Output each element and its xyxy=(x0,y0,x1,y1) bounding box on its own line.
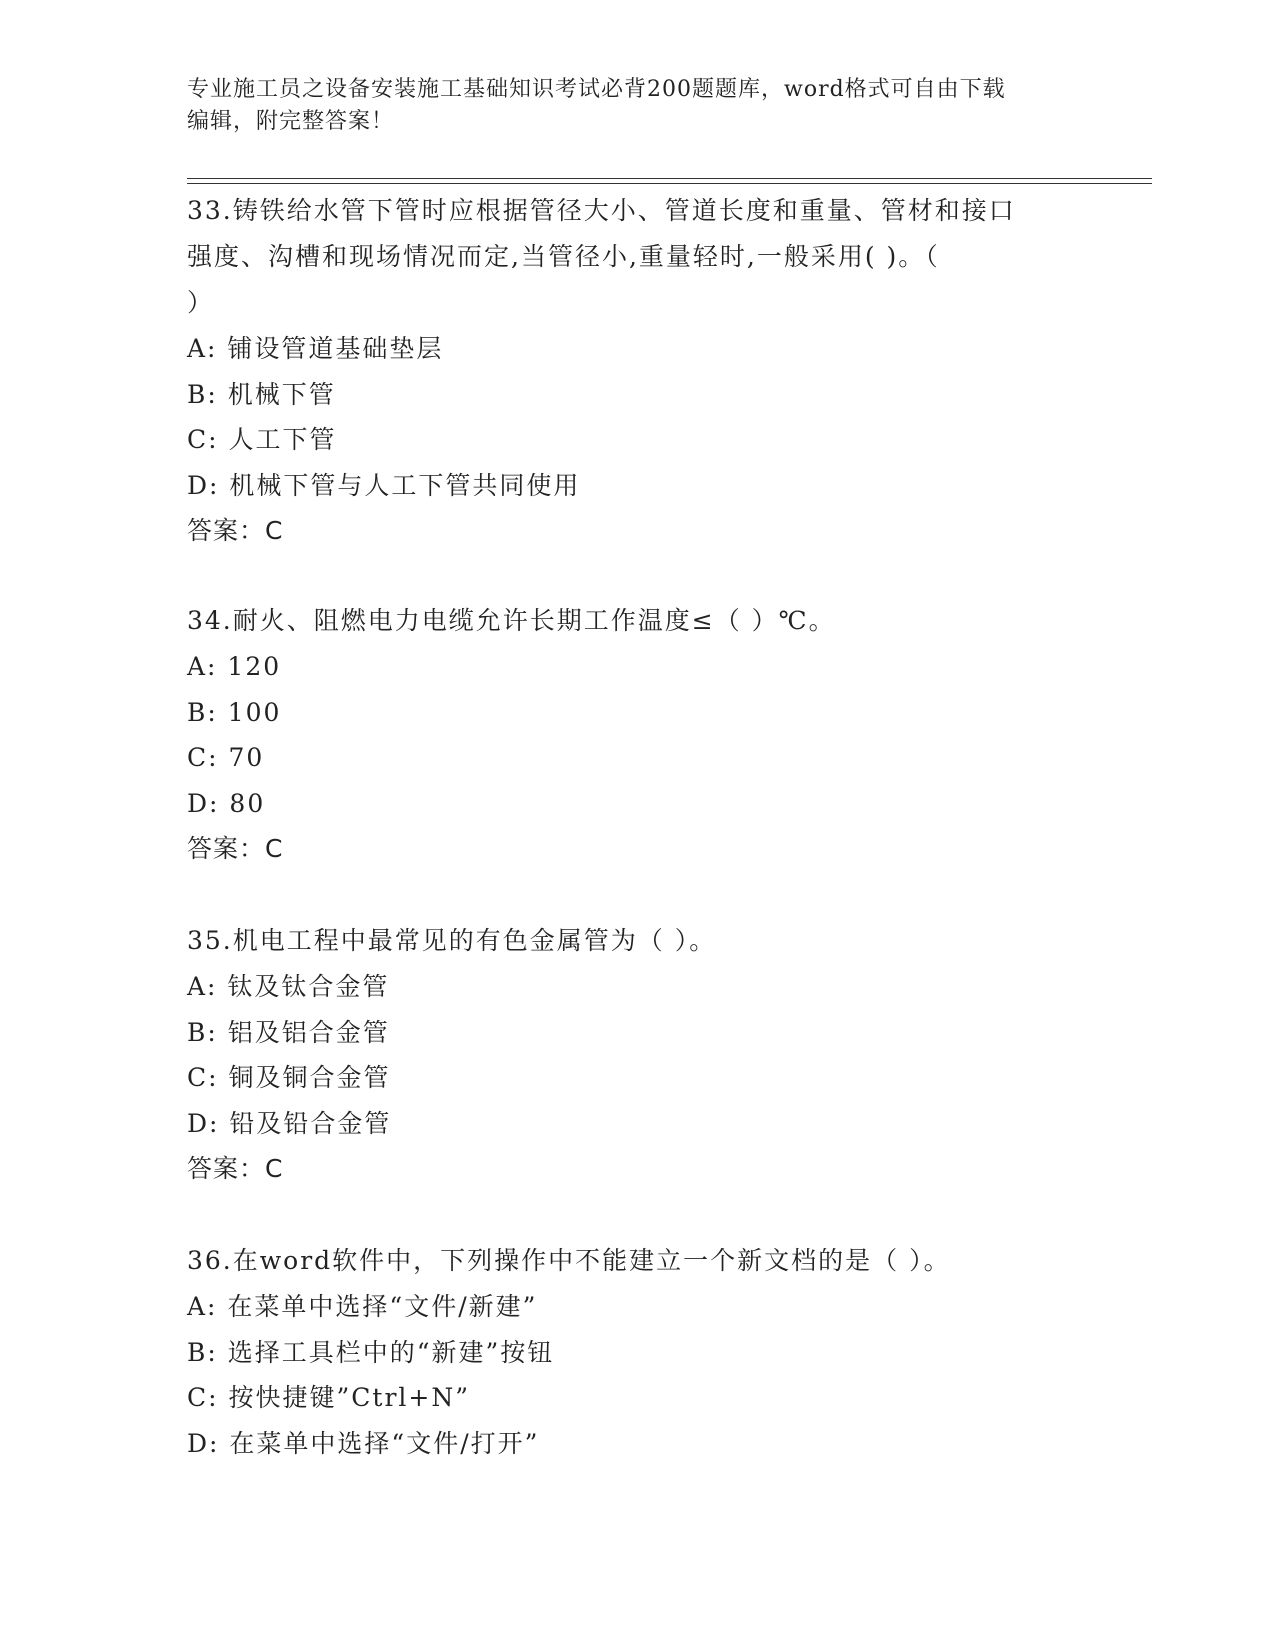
option-b: B: 选择工具栏中的“新建”按钮 xyxy=(187,1337,555,1367)
option-b: B: 100 xyxy=(187,697,282,727)
question-stem: ） xyxy=(187,288,215,317)
answer: 答案：C xyxy=(187,1154,284,1183)
option-a: A: 钛及钛合金管 xyxy=(187,972,390,1001)
question-stem: 强度、沟槽和现场情况而定,当管径小,重量轻时,一般采用( )。（ xyxy=(187,242,940,271)
question-stem: 34.耐火、阻燃电力电缆允许长期工作温度≤（ ）℃。 xyxy=(187,606,836,635)
option-c: C: 70 xyxy=(187,743,265,772)
option-d: D: 在菜单中选择“文件/打开” xyxy=(187,1428,540,1458)
option-a: A: 在菜单中选择“文件/新建” xyxy=(187,1292,538,1321)
header-line-2: 编辑，附完整答案！ xyxy=(187,109,395,134)
document-header xyxy=(187,74,1067,138)
header-rule-top xyxy=(187,178,1152,179)
header-line-1: 专业施工员之设备安装施工基础知识考试必背200题题库，word格式可自由下载 xyxy=(187,77,1006,102)
option-c: C: 人工下管 xyxy=(187,425,337,454)
option-d: D: 机械下管与人工下管共同使用 xyxy=(187,470,581,500)
option-b: B: 铝及铝合金管 xyxy=(187,1017,390,1047)
question-stem: 36.在word软件中，下列操作中不能建立一个新文档的是（ ）。 xyxy=(187,1246,951,1275)
question-33 xyxy=(187,188,1087,554)
option-c: C: 按快捷键”Ctrl+N” xyxy=(187,1383,471,1412)
answer: 答案：C xyxy=(187,834,284,863)
option-a: A: 铺设管道基础垫层 xyxy=(187,334,444,363)
question-34 xyxy=(187,598,1087,872)
header-rule-bottom xyxy=(187,183,1152,184)
option-d: D: 80 xyxy=(187,788,266,818)
question-36 xyxy=(187,1238,1087,1466)
question-stem: 33.铸铁给水管下管时应根据管径大小、管道长度和重量、管材和接口 xyxy=(187,196,1016,225)
option-c: C: 铜及铜合金管 xyxy=(187,1063,391,1092)
answer: 答案：C xyxy=(187,516,284,545)
option-b: B: 机械下管 xyxy=(187,379,336,409)
question-35 xyxy=(187,918,1087,1192)
question-stem: 35.机电工程中最常见的有色金属管为（ ）。 xyxy=(187,926,717,955)
option-d: D: 铅及铅合金管 xyxy=(187,1108,392,1138)
option-a: A: 120 xyxy=(187,652,282,681)
